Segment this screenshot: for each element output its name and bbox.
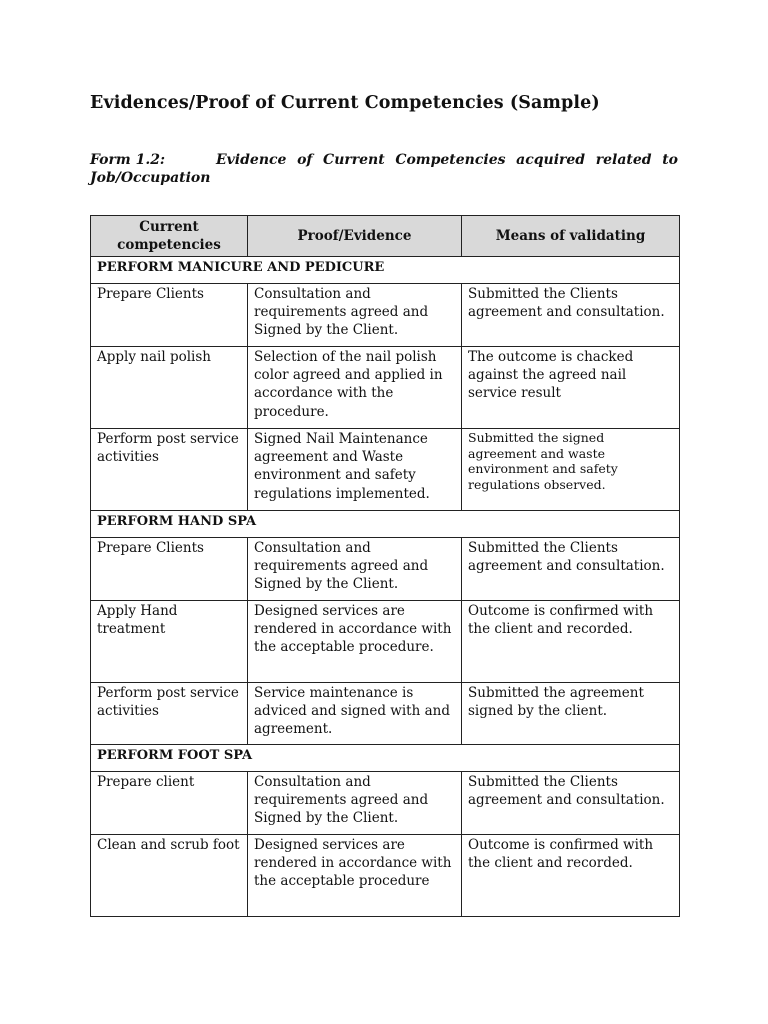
validation-cell: Submitted the Clients agreement and consultation.: [462, 284, 680, 347]
table-row: [91, 284, 680, 347]
table-row: [91, 538, 680, 601]
evidence-cell: Consultation and requirements agreed and Signed by the Client.: [248, 538, 462, 601]
section-title: PERFORM MANICURE AND PEDICURE: [91, 257, 680, 284]
header-proof-evidence: Proof/Evidence: [248, 216, 462, 257]
form-title-line1: Evidence of Current Competencies acquired related to: [216, 152, 678, 168]
competency-cell: Clean and scrub foot: [91, 835, 248, 917]
validation-cell: Submitted the agreement signed by the client.: [462, 683, 680, 745]
evidence-cell: Designed services are rendered in accordance with the acceptable procedure.: [248, 601, 462, 683]
validation-cell: Submitted the signed agreement and waste environment and safety regulations observed.: [462, 429, 680, 511]
form-number: Form 1.2:: [90, 152, 166, 168]
competency-cell: Prepare client: [91, 772, 248, 835]
evidence-cell: Service maintenance is adviced and signed with and agreement.: [248, 683, 462, 745]
evidence-cell: Consultation and requirements agreed and Signed by the Client.: [248, 772, 462, 835]
validation-cell: Outcome is confirmed with the client and recorded.: [462, 601, 680, 683]
section-title: PERFORM FOOT SPA: [91, 745, 680, 772]
evidence-cell: Signed Nail Maintenance agreement and Waste environment and safety regulations implemented.: [248, 429, 462, 511]
competency-cell: Apply nail polish: [91, 347, 248, 429]
competency-table: [90, 215, 680, 917]
header-means-of-validating: Means of validating: [462, 216, 680, 257]
competency-cell: Perform post service activities: [91, 683, 248, 745]
validation-cell: Submitted the Clients agreement and consultation.: [462, 538, 680, 601]
validation-cell: The outcome is chacked against the agreed nail service result: [462, 347, 680, 429]
evidence-cell: Designed services are rendered in accordance with the acceptable procedure: [248, 835, 462, 917]
competency-cell: Prepare Clients: [91, 538, 248, 601]
table-row: [91, 772, 680, 835]
validation-cell: Outcome is confirmed with the client and recorded.: [462, 835, 680, 917]
evidence-cell: Consultation and requirements agreed and Signed by the Client.: [248, 284, 462, 347]
evidence-cell: Selection of the nail polish color agreed and applied in accordance with the procedure.: [248, 347, 462, 429]
header-row: [91, 216, 680, 257]
table-row: [91, 429, 680, 511]
form-title-line2: Job/Occupation: [90, 170, 211, 186]
section-title: PERFORM HAND SPA: [91, 511, 680, 538]
validation-cell: Submitted the Clients agreement and consultation.: [462, 772, 680, 835]
table-row: [91, 683, 680, 745]
table-row: [91, 835, 680, 917]
competency-cell: Perform post service activities: [91, 429, 248, 511]
table-row: [91, 347, 680, 429]
table-row: [91, 601, 680, 683]
competency-cell: Apply Hand treatment: [91, 601, 248, 683]
competency-cell: Prepare Clients: [91, 284, 248, 347]
header-current-competencies: Current competencies: [91, 216, 248, 257]
form-caption: [90, 151, 678, 187]
document-title: Evidences/Proof of Current Competencies (Sample): [90, 93, 600, 113]
